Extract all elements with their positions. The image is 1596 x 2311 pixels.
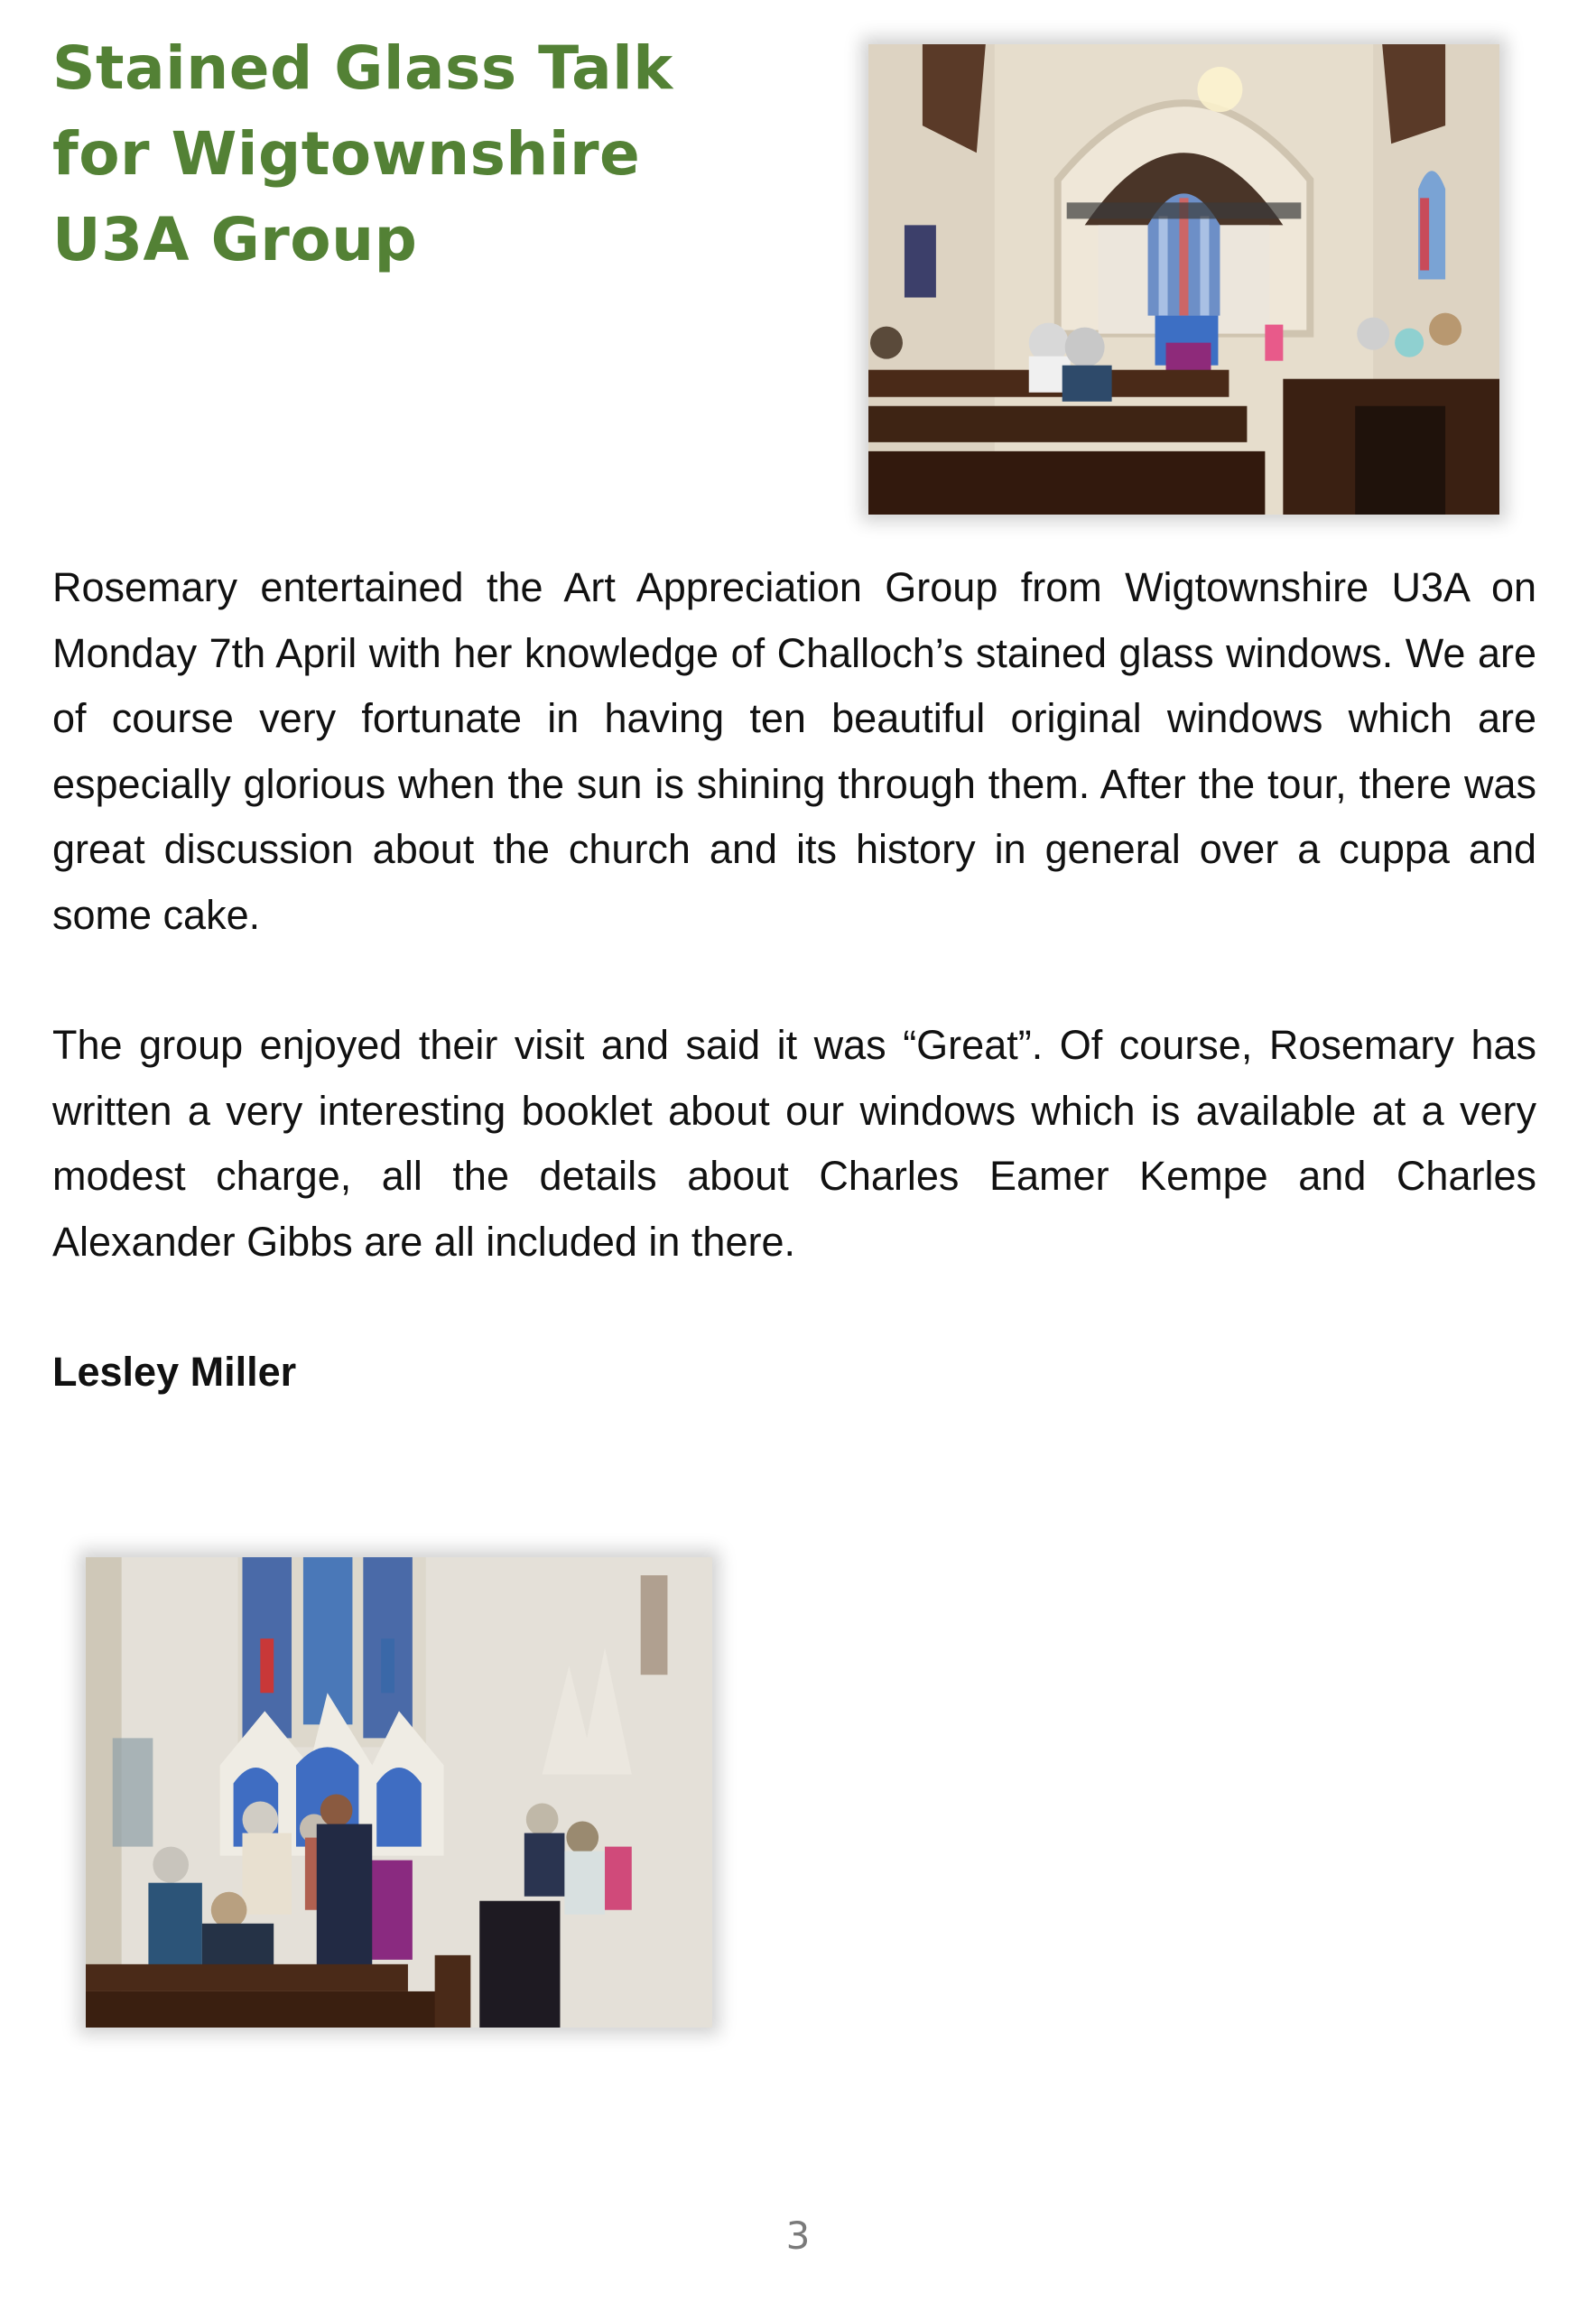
paragraph-1-text: Rosemary entertained the Art Appreciation Group from Wigtownshire U3A on Monday 7th April with her knowledge of Challoch’s stained glass windows. We are of course very fortunate in having ten beautiful original windows which are especially glorious when the sun is shining through them. After the tour, there was great discussion about the church and its history in general over a cuppa and some cake. (52, 564, 1536, 938)
page-number: 3 (785, 2214, 811, 2258)
church-nave-illustration (868, 44, 1499, 515)
church-altar-illustration (86, 1557, 712, 2028)
title-line-2: for Wigtownshire (52, 119, 641, 189)
church-altar-photo (86, 1557, 712, 2028)
paragraph-2-text: The group enjoyed their visit and said it was “Great”. Of course, Rosemary has written a very interesting booklet about our windows which is available at a very modest charge, all the details about Charles Eamer Kempe and Charles Alexander Gibbs are all included in there. (52, 1022, 1536, 1265)
title-line-1: Stained Glass Talk (52, 33, 673, 103)
author-name: Lesley Miller (52, 1349, 297, 1395)
paragraph-1 (52, 555, 1536, 948)
church-nave-photo (868, 44, 1499, 515)
article-title (52, 25, 775, 283)
title-line-3: U3A Group (52, 205, 418, 274)
paragraph-2 (52, 1013, 1536, 1275)
